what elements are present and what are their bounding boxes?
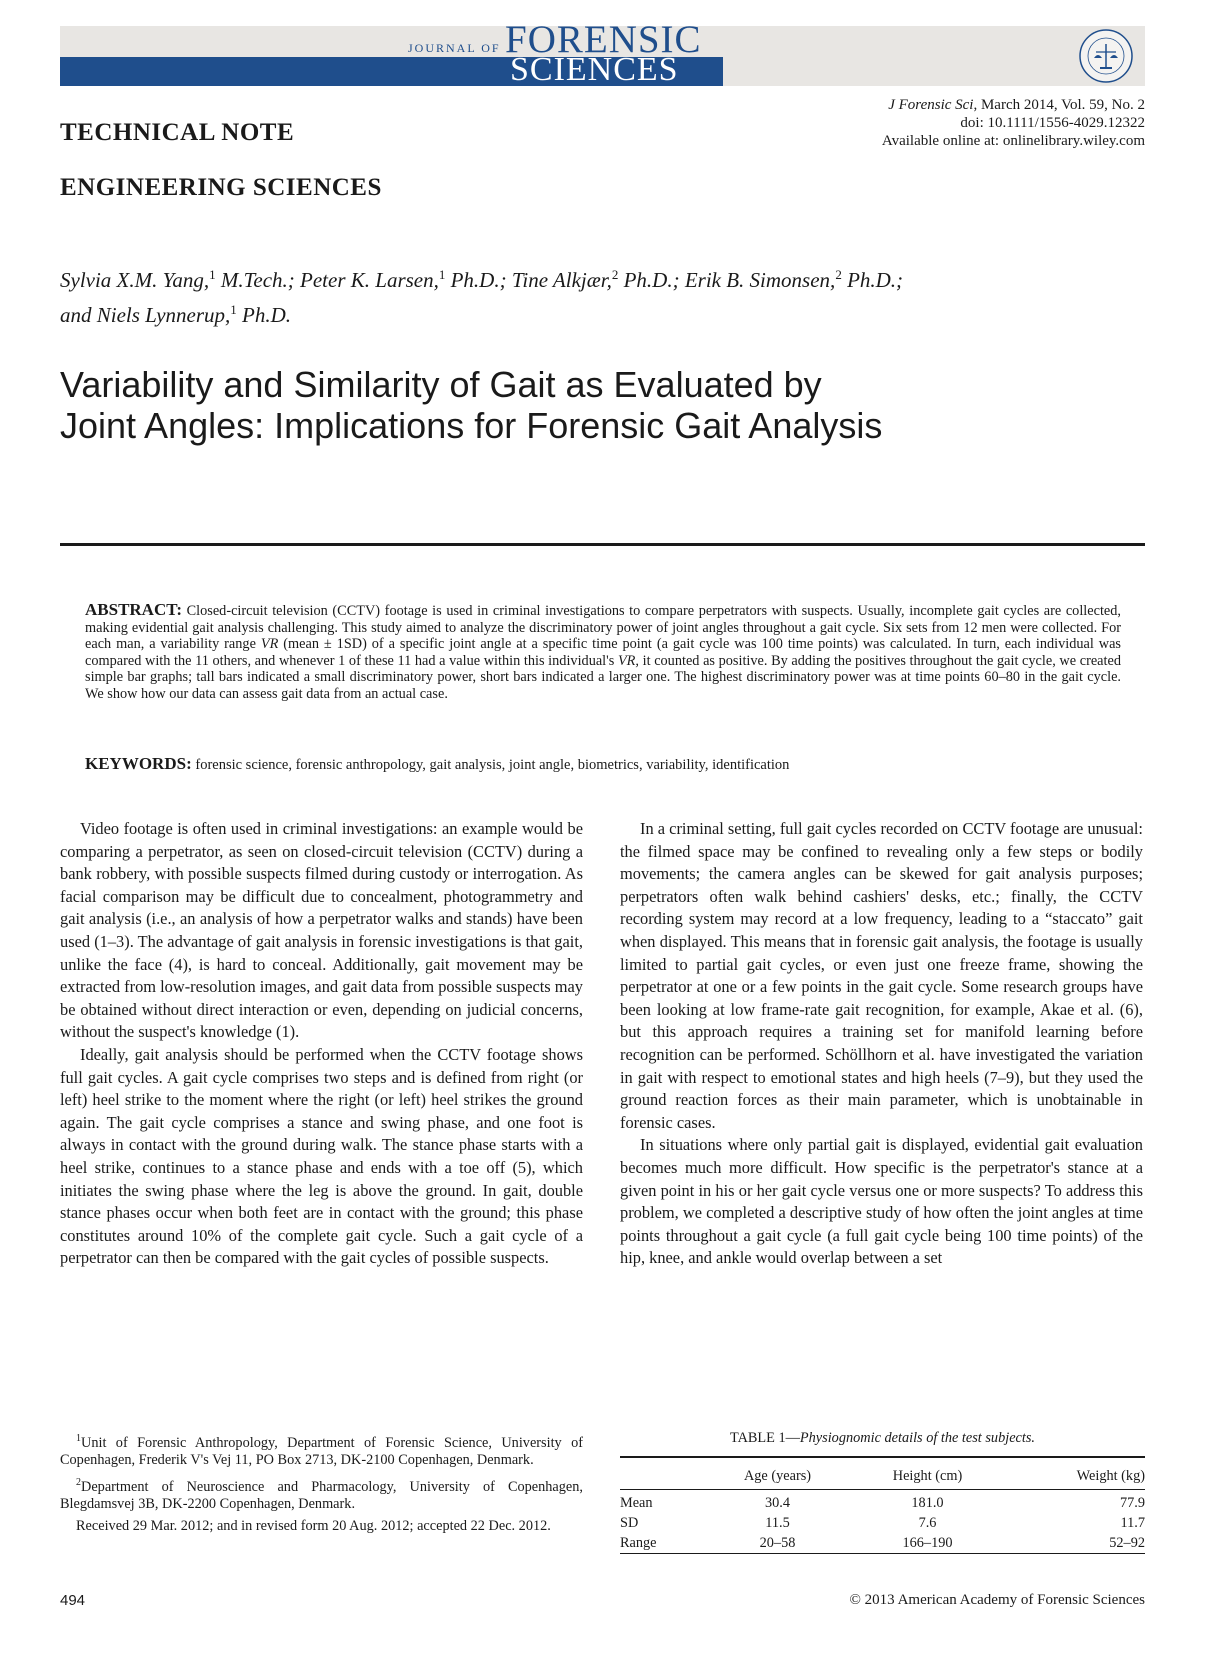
table-row bbox=[620, 1533, 1145, 1554]
footnote-marker: 1 bbox=[76, 1433, 81, 1444]
table-caption bbox=[620, 1430, 1145, 1447]
author-degree: Ph.D.; bbox=[445, 268, 507, 292]
copyright-notice: © 2013 American Academy of Forensic Sciences bbox=[849, 1592, 1145, 1608]
footnote-text: Unit of Forensic Anthropology, Department of Forensic Science, University of Copenhagen, Frederik V's Vej 11, PO Box 2713, DK-2100 Copenhagen, Denmark. bbox=[60, 1434, 583, 1469]
page-number: 494 bbox=[60, 1592, 86, 1609]
table-cell: 166–190 bbox=[850, 1533, 1005, 1554]
citation-journal-line bbox=[882, 96, 1145, 114]
footnote-affiliation-1 bbox=[60, 1430, 583, 1470]
citation-issue: , March 2014, Vol. 59, No. 2 bbox=[973, 97, 1145, 113]
author-degree: M.Tech.; bbox=[215, 268, 295, 292]
author-name: Tine Alkjær, bbox=[506, 268, 612, 292]
author-name: Erik B. Simonsen, bbox=[679, 268, 836, 292]
footnote-text: Department of Neuroscience and Pharmacology, University of Copenhagen, Blegdamsvej 3B, DK-2200 Copenhagen, Denmark. bbox=[60, 1478, 583, 1513]
table-cell: 77.9 bbox=[1119, 1495, 1145, 1511]
table-header-cell: Age (years) bbox=[705, 1457, 850, 1490]
abstract-vr-2: VR, bbox=[617, 652, 639, 669]
body-column-right bbox=[620, 818, 1143, 1270]
abstract-text-3: it counted as positive. By adding the positives throughout the gait cycle, we created simple bar graphs; tall bars indicated a small discriminatory power, short bars indicated a larger one. The highest discriminatory power was at time points 60–80 in the gait cycle. We show how our data can assess gait data from an actual case. bbox=[85, 652, 1121, 702]
affiliation-marker: 1 bbox=[438, 267, 446, 282]
citation-block bbox=[882, 96, 1145, 150]
table-cell: 7.6 bbox=[918, 1515, 937, 1531]
table-row bbox=[620, 1513, 1145, 1533]
body-paragraph: In situations where only partial gait is displayed, evidential gait evaluation becomes much more difficult. How specific is the perpetrator's stance at a given point in his or her gait cycle versus one or more suspects? To address this problem, we completed a descriptive study of how often the joint angles at time points throughout a gait cycle (a full gait cycle being 100 time points) of the hip, knee, and ankle would overlap between a set bbox=[620, 1135, 1143, 1268]
body-paragraph: Ideally, gait analysis should be performed when the CCTV footage shows full gait cycles. A gait cycle comprises two steps and is defined from right (or left) heel strike to the moment where the right (or left) heel strikes the ground again. The gait cycle comprises a stance and swing phase, and one foot is always in contact with the ground during walk. The stance phase starts with a heel strike, continues to a stance phase and ends with a toe off (5), which initiates the swing phase where the leg is above the ground. In gait, double stance phases occur when both feet are in contact with the ground; this phase constitutes around 10% of the complete gait cycle. Such a gait cycle of a perpetrator can then be compared with the gait cycles of possible suspects. bbox=[60, 1044, 583, 1268]
table-cell: 181.0 bbox=[911, 1495, 944, 1511]
table-caption-label: TABLE 1— bbox=[729, 1430, 800, 1446]
table-row bbox=[620, 1490, 1145, 1514]
author-name: Sylvia X.M. Yang, bbox=[60, 268, 210, 292]
affiliation-marker: 2 bbox=[835, 267, 842, 282]
title-divider bbox=[60, 543, 1145, 546]
received-dates: Received 29 Mar. 2012; and in revised form 20 Aug. 2012; accepted 22 Dec. 2012. bbox=[76, 1517, 551, 1534]
table-header-cell: Height (cm) bbox=[850, 1457, 1005, 1490]
citation-online: Available online at: onlinelibrary.wiley.com bbox=[881, 133, 1145, 149]
table-cell: 52–92 bbox=[1005, 1533, 1145, 1554]
table-header-cell: Weight (kg) bbox=[1005, 1457, 1145, 1490]
article-title: Variability and Similarity of Gait as Evaluated by Joint Angles: Implications for Forensic Gait Analysis bbox=[60, 364, 883, 446]
journal-name-prefix: JOURNAL OF bbox=[408, 41, 501, 55]
keywords bbox=[85, 755, 1121, 774]
table-cell: 20–58 bbox=[705, 1533, 850, 1554]
affiliation-marker: 1 bbox=[209, 267, 216, 282]
body-column-left bbox=[60, 818, 583, 1270]
author-degree: Ph.D. bbox=[236, 303, 292, 327]
affiliation-marker: 2 bbox=[611, 267, 619, 282]
abstract-vr-1: VR bbox=[260, 636, 279, 653]
body-paragraph: In a criminal setting, full gait cycles recorded on CCTV footage are unusual: the filmed space may be confined to revealing only a few steps or bodily movements; the camera angles can be skewed for gait analysis purposes; perpetrators often walk behind cashiers' desks, etc.; finally, the CCTV recording system may record at a low frequency, leading to a “staccato” gait when displayed. This means that in forensic gait analysis, the footage is usually limited to partial gait cycles, or even just one freeze frame, showing the perpetrator at one or a few points in the gait cycle. Some research groups have been looking at low frame-rate gait recognition, for example, Akae et al. (6), but this approach requires a training set for manifold learning before recognition can be performed. Schöllhorn et al. have investigated the variation in gait with respect to emotional states and high heels (7–9), but they used the ground reaction forces as their main parameter, which is unobtainable in forensic cases. bbox=[620, 819, 1143, 1132]
abstract-label: ABSTRACT: bbox=[85, 600, 182, 619]
footnotes bbox=[60, 1430, 583, 1539]
academy-seal-icon bbox=[1078, 28, 1134, 84]
keywords-text: forensic science, forensic anthropology, gait analysis, joint angle, biometrics, variability, identification bbox=[191, 757, 790, 773]
citation-doi: doi: 10.1111/1556-4029.12322 bbox=[960, 115, 1145, 131]
author-degree: Ph.D.; bbox=[618, 268, 680, 292]
table-header-row bbox=[620, 1457, 1145, 1490]
author-degree: Ph.D.; bbox=[841, 268, 904, 292]
abstract-text-2: (mean ± 1SD) of a specific joint angle at a specific time point (a gait cycle was 100 time points) was calculated. In turn, each individual was compared with the 11 others, and whenever 1 of these 11 had a value within this individual's bbox=[85, 636, 1121, 669]
body-paragraph: Video footage is often used in criminal investigations: an example would be comparing a perpetrator, as seen on closed-circuit television (CCTV) during a bank robbery, with possible suspects filmed during custody or interrogation. As facial comparison may be difficult due to concealment, photogrammetry and gait analysis (i.e., an analysis of how a perpetrator walks and stands) have been used (1–3). The advantage of gait analysis in forensic investigations is that gait, unlike the face (4), is hard to conceal. Additionally, gait movement may be extracted from low-resolution images, and gait data from possible suspects may be obtained without direct interaction or even, depending on judicial concerns, without the suspect's knowledge (1). bbox=[60, 819, 583, 1042]
table-header-cell bbox=[620, 1457, 705, 1490]
table-cell: Mean bbox=[620, 1495, 653, 1511]
citation-journal-abbrev: J Forensic Sci bbox=[888, 97, 974, 113]
keywords-label: KEYWORDS: bbox=[85, 754, 192, 773]
author-name: Peter K. Larsen, bbox=[294, 268, 439, 292]
author-list bbox=[60, 260, 1140, 330]
abstract-text-1: Closed-circuit television (CCTV) footage is used in criminal investigations to compare perpetrators with suspects. Usually, incomplete gait cycles are collected, making evidential gait analysis challenging. This study aimed to analyze the discriminatory power of joint angles throughout a gait cycle. Six sets from 12 men were collected. For each man, a variability range bbox=[85, 603, 1121, 653]
table-cell: 11.7 bbox=[1120, 1515, 1145, 1531]
section-heading: ENGINEERING SCIENCES bbox=[60, 174, 382, 201]
table-cell: SD bbox=[620, 1515, 639, 1531]
table-cell: 30.4 bbox=[764, 1495, 791, 1511]
note-type-heading: TECHNICAL NOTE bbox=[60, 119, 295, 146]
footnote-affiliation-2 bbox=[60, 1474, 583, 1514]
journal-name-top: FORENSIC bbox=[505, 18, 702, 61]
table-cell: 11.5 bbox=[765, 1515, 790, 1531]
table-caption-text: Physiognomic details of the test subjects. bbox=[799, 1430, 1035, 1446]
affiliation-marker: 1 bbox=[230, 302, 237, 317]
abstract bbox=[85, 602, 1121, 703]
footnote-marker: 2 bbox=[76, 1476, 81, 1488]
journal-name-bottom: SCIENCES bbox=[510, 51, 679, 88]
author-name: and Niels Lynnerup, bbox=[60, 303, 231, 327]
subjects-table bbox=[620, 1456, 1145, 1554]
table-cell: Range bbox=[620, 1533, 705, 1554]
